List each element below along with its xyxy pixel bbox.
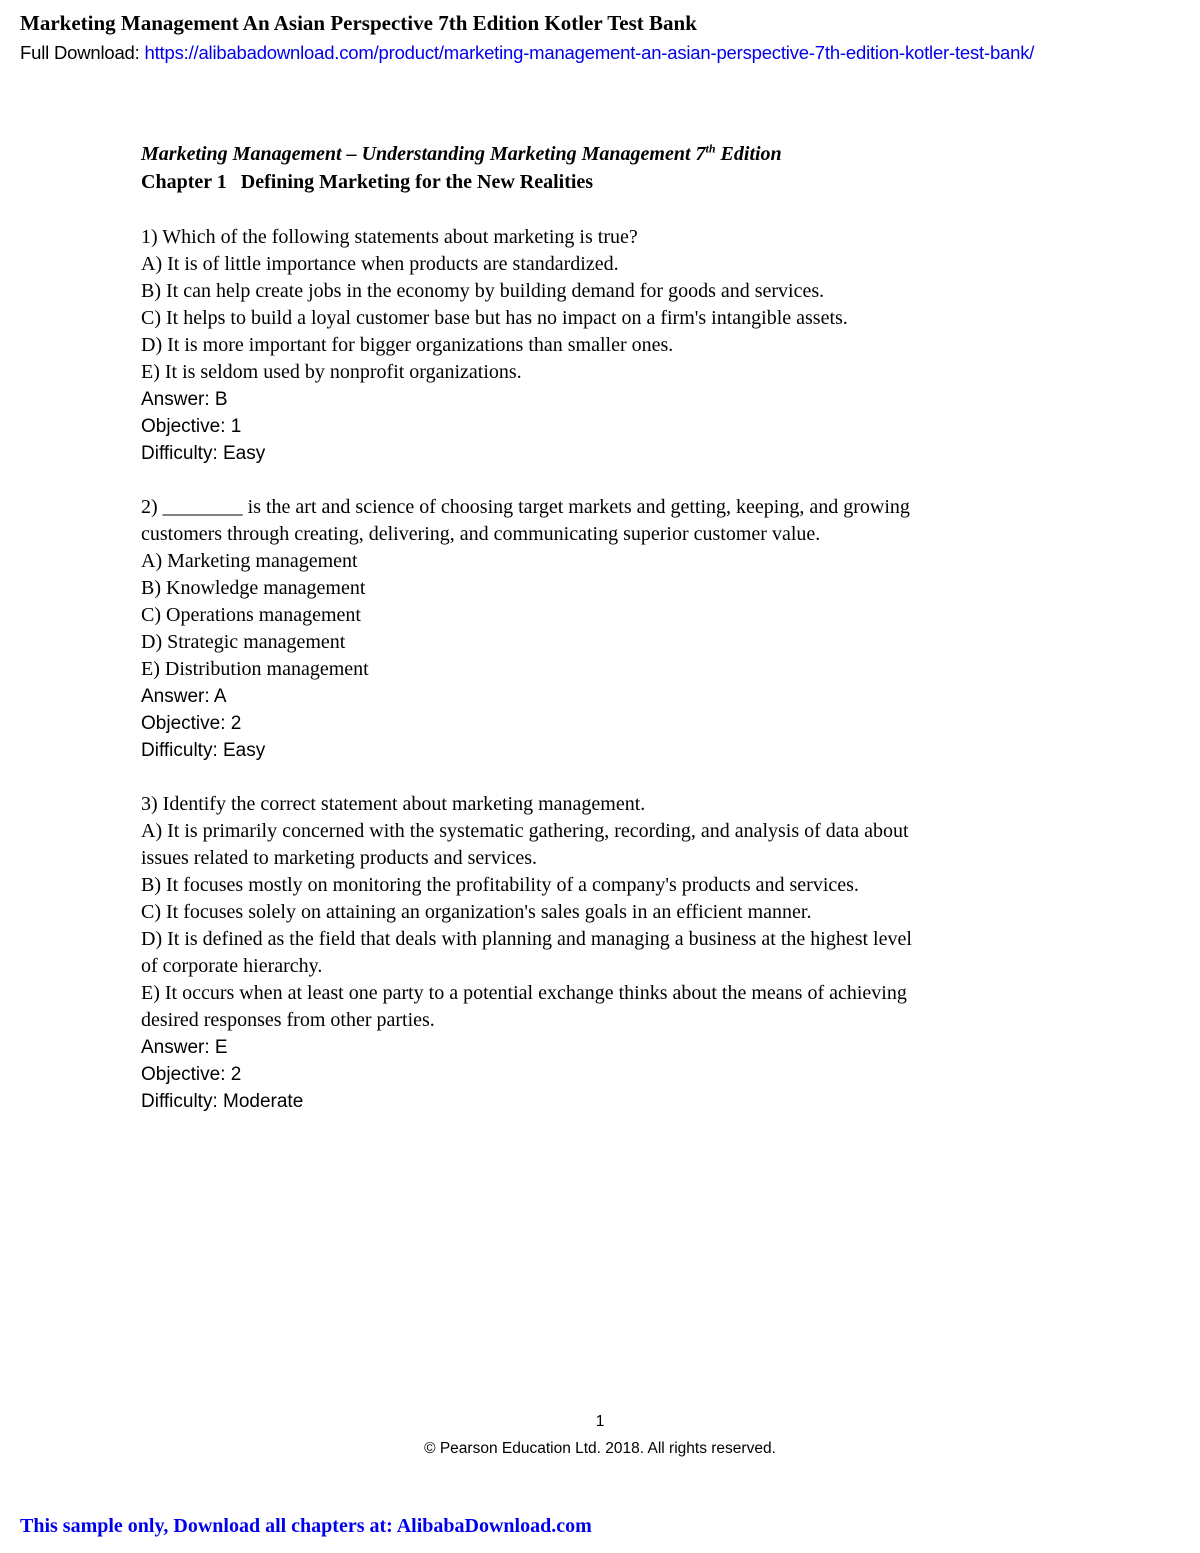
question-1-stem: 1) Which of the following statements about marketing is true? bbox=[141, 226, 638, 248]
question-3-option-b: B) It focuses mostly on monitoring the profitability of a company's products and services. bbox=[141, 874, 859, 896]
question-2-objective: Objective: 2 bbox=[141, 713, 242, 734]
download-link[interactable]: https://alibabadownload.com/product/marketing-management-an-asian-perspective-7th-edition-kotler-test-bank/ bbox=[144, 42, 1035, 63]
question-1-objective: Objective: 1 bbox=[141, 416, 242, 437]
question-1-option-b: B) It can help create jobs in the economy by building demand for goods and services. bbox=[141, 280, 825, 302]
question-1 bbox=[141, 224, 1061, 467]
question-3-option-e-continued: desired responses from other parties. bbox=[141, 1009, 435, 1031]
question-3-option-a: A) It is primarily concerned with the systematic gathering, recording, and analysis of data about bbox=[141, 820, 909, 842]
question-2-option-d: D) Strategic management bbox=[141, 631, 346, 653]
document-title-superscript: th bbox=[705, 141, 716, 156]
top-banner bbox=[20, 8, 1190, 68]
page-footer bbox=[0, 1408, 1200, 1462]
chapter-title bbox=[141, 168, 1061, 196]
question-3-option-e: E) It occurs when at least one party to a potential exchange thinks about the means of achieving bbox=[141, 982, 907, 1004]
question-3-objective: Objective: 2 bbox=[141, 1064, 242, 1085]
banner-download-line bbox=[20, 38, 1190, 68]
question-1-answer: Answer: B bbox=[141, 389, 228, 410]
question-2 bbox=[141, 494, 1061, 764]
question-1-option-c: C) It helps to build a loyal customer base but has no impact on a firm's intangible assets. bbox=[141, 307, 848, 329]
question-1-difficulty: Difficulty: Easy bbox=[141, 443, 266, 464]
question-3-difficulty: Difficulty: Moderate bbox=[141, 1091, 304, 1112]
question-1-option-a: A) It is of little importance when products are standardized. bbox=[141, 253, 619, 275]
question-2-answer: Answer: A bbox=[141, 686, 227, 707]
question-1-option-d: D) It is more important for bigger organizations than smaller ones. bbox=[141, 334, 674, 356]
banner-title: Marketing Management An Asian Perspective 7th Edition Kotler Test Bank bbox=[20, 11, 697, 35]
chapter-name: Defining Marketing for the New Realities bbox=[240, 171, 594, 193]
question-2-option-b: B) Knowledge management bbox=[141, 577, 366, 599]
page-number: 1 bbox=[595, 1413, 605, 1430]
chapter-label: Chapter 1 bbox=[141, 171, 227, 193]
question-2-option-c: C) Operations management bbox=[141, 604, 361, 626]
copyright-notice: © Pearson Education Ltd. 2018. All rights reserved. bbox=[424, 1440, 776, 1457]
question-3-answer: Answer: E bbox=[141, 1037, 228, 1058]
question-3-option-c: C) It focuses solely on attaining an organization's sales goals in an efficient manner. bbox=[141, 901, 812, 923]
question-3 bbox=[141, 791, 1061, 1115]
question-2-difficulty: Difficulty: Easy bbox=[141, 740, 266, 761]
sample-download-banner[interactable]: This sample only, Download all chapters at: AlibabaDownload.com bbox=[20, 1515, 592, 1537]
document-body bbox=[141, 140, 1061, 1115]
question-3-option-a-continued: issues related to marketing products and services. bbox=[141, 847, 537, 869]
question-2-option-a: A) Marketing management bbox=[141, 550, 358, 572]
question-3-option-d-continued: of corporate hierarchy. bbox=[141, 955, 323, 977]
download-label: Full Download: bbox=[20, 42, 145, 63]
question-2-stem: 2) ________ is the art and science of choosing target markets and getting, keeping, and growing bbox=[141, 496, 910, 518]
document-title-main: Marketing Management – Understanding Marketing Management 7 bbox=[141, 143, 706, 165]
question-3-stem: 3) Identify the correct statement about marketing management. bbox=[141, 793, 646, 815]
question-2-stem-continued: customers through creating, delivering, and communicating superior customer value. bbox=[141, 523, 821, 545]
document-title-tail: Edition bbox=[715, 143, 782, 165]
question-1-option-e: E) It is seldom used by nonprofit organizations. bbox=[141, 361, 522, 383]
document-title bbox=[141, 140, 1061, 168]
question-2-option-e: E) Distribution management bbox=[141, 658, 369, 680]
question-3-option-d: D) It is defined as the field that deals with planning and managing a business at the highest level bbox=[141, 928, 912, 950]
